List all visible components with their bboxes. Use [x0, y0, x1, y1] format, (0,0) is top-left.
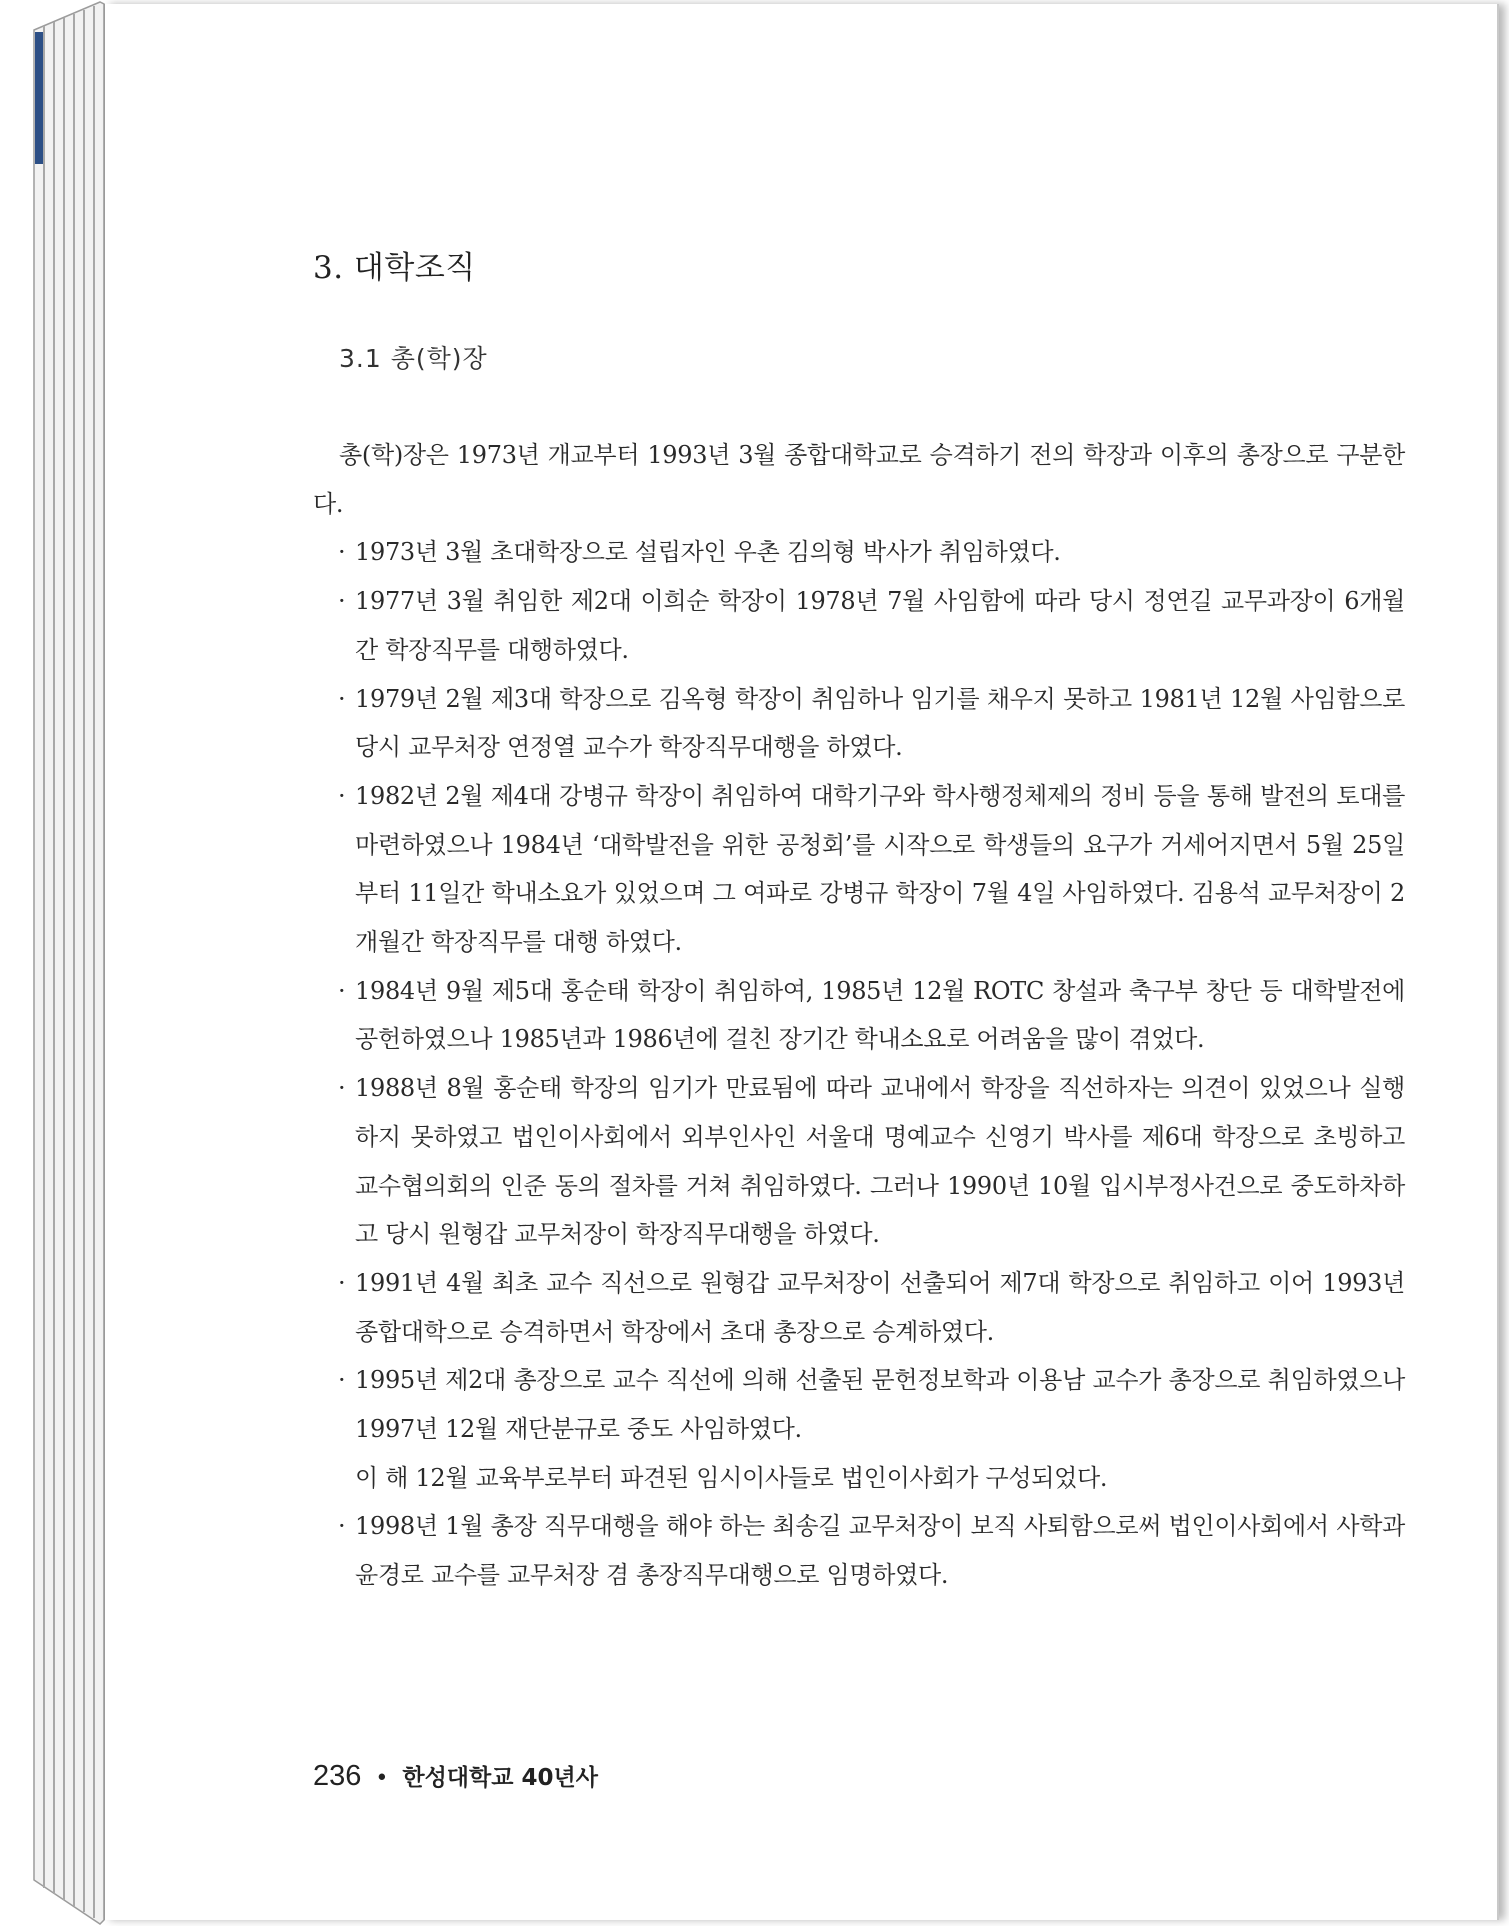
list-item: · 1979년 2월 제3대 학장으로 김옥형 학장이 취임하나 임기를 채우지 못하고 1981년 12월 사임함으로 당시 교무처장 연정열 교수가 학장직무대행을 하였다. [313, 675, 1405, 772]
page-number: 236 [313, 1760, 362, 1792]
book-page [104, 4, 1499, 1920]
bullet: · [338, 1268, 346, 1297]
list-item: · 1991년 4월 최초 교수 직선으로 원형갑 교무처장이 선출되어 제7대 학장으로 취임하고 이어 1993년 종합대학으로 승격하면서 학장에서 초대 총장으로 승계하였다. [313, 1259, 1405, 1356]
list-item: · 1977년 3월 취임한 제2대 이희순 학장이 1978년 7월 사임함에 따라 당시 정연길 교무과장이 6개월간 학장직무를 대행하였다. [313, 577, 1405, 674]
note-paragraph: 이 해 12월 교육부로부터 파견된 임시이사들로 법인이사회가 구성되었다. [355, 1463, 1108, 1492]
list-item: · 1988년 8월 홍순태 학장의 임기가 만료됨에 따라 교내에서 학장을 직선하자는 의견이 있었으나 실행하지 못하였고 법인이사회에서 외부인사인 서울대 명예교수 신영기 박사를 제6대 학장으로 초빙하고 교수협의회의 인준 동의 절차를 거쳐 취임하였다. 그러나 1990년 10월 입시부정사건으로 중도하차하고 당시 원형갑 교무처장이 학장직무대행을 하였다. [313, 1064, 1405, 1259]
book-title: 한성대학교 40년사 [402, 1765, 598, 1791]
bullet: · [338, 1366, 346, 1395]
section-heading: 3. 대학조직 [313, 250, 476, 286]
page-footer [313, 1759, 598, 1793]
history-list-continued [313, 1502, 1405, 1599]
bullet: · [338, 781, 346, 810]
list-item: · 1995년 제2대 총장으로 교수 직선에 의해 선출된 문헌정보학과 이용남 교수가 총장으로 취임하였으나 1997년 12월 재단분규로 중도 사임하였다. [313, 1356, 1405, 1453]
bullet: · [338, 976, 346, 1005]
list-item: · 1973년 3월 초대학장으로 설립자인 우촌 김의형 박사가 취임하였다. [313, 528, 1405, 577]
history-list [313, 528, 1405, 1453]
bullet: · [338, 684, 346, 713]
list-item: · 1984년 9월 제5대 홍순태 학장이 취임하여, 1985년 12월 ROTC 창설과 축구부 창단 등 대학발전에 공헌하였으나 1985년과 1986년에 걸친 장기간 학내소요로 어려움을 많이 겪었다. [313, 967, 1405, 1064]
intro-paragraph: 총(학)장은 1973년 개교부터 1993년 3월 종합대학교로 승격하기 전의 학장과 이후의 총장으로 구분한다. [313, 441, 1405, 518]
footer-separator: • [375, 1766, 389, 1791]
bullet: · [338, 538, 346, 567]
bullet: · [338, 587, 346, 616]
bullet: · [338, 1074, 346, 1103]
spine-accent [35, 32, 43, 164]
list-item: · 1998년 1월 총장 직무대행을 해야 하는 최송길 교무처장이 보직 사퇴함으로써 법인이사회에서 사학과 윤경로 교수를 교무처장 겸 총장직무대행으로 임명하였다. [313, 1502, 1405, 1599]
subsection-heading: 3.1 총(학)장 [339, 344, 488, 373]
book-page-edges [0, 0, 110, 1926]
list-item: · 1982년 2월 제4대 강병규 학장이 취임하여 대학기구와 학사행정체제의 정비 등을 통해 발전의 토대를 마련하였으나 1984년 ‘대학발전을 위한 공청회’를 시작으로 학생들의 요구가 거세어지면서 5월 25일부터 11일간 학내소요가 있었으며 그 여파로 강병규 학장이 7월 4일 사임하였다. 김용석 교무처장이 2개월간 학장직무를 대행 하였다. [313, 772, 1405, 967]
bullet: · [338, 1512, 346, 1541]
body-text [313, 431, 1405, 1600]
